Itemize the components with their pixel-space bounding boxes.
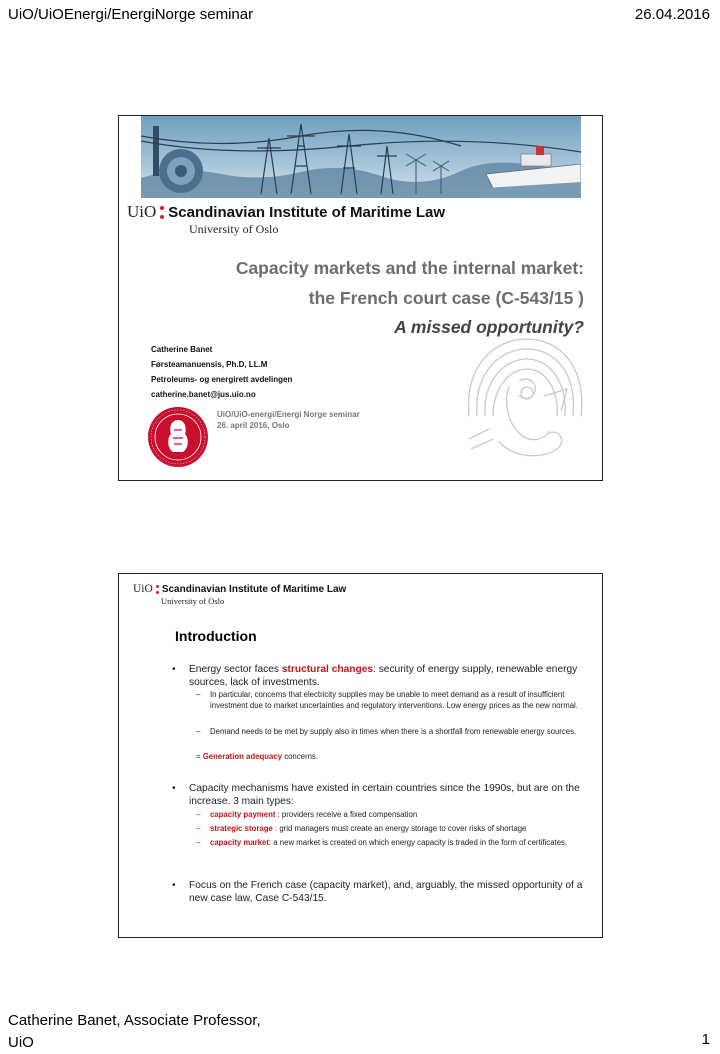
page-number: 1 (701, 1031, 710, 1048)
header-date: 26.04.2016 (634, 6, 710, 23)
sub-bullet-text: : a new market is created on which energy capacity is traded in the form of certificates. (268, 838, 568, 847)
bullet-text: : security of energy supply, renewable energy sources, lack of investments. (189, 664, 578, 688)
institute-logo (127, 202, 445, 222)
sub-bullet-investment-concerns (196, 690, 592, 711)
uio-dots-icon (156, 585, 159, 594)
event-name: UiO/UiO-energi/Energi Norge seminar (217, 410, 360, 419)
sub-bullet-text: : providers receive a fixed compensation (275, 810, 418, 819)
footer-line-2: UiO (8, 1034, 34, 1051)
slide-2 (118, 573, 603, 938)
slide-title-line-1: Capacity markets and the internal market: (235, 258, 584, 278)
dash-icon: – (196, 824, 201, 833)
uio-dots-icon (160, 206, 164, 219)
dash-icon: – (196, 727, 201, 736)
dash-icon: – (196, 838, 201, 847)
sub-bullet-text: concerns. (282, 752, 319, 761)
bullet-text: Focus on the French case (capacity market), and, arguably, the missed opportunity of a new case law, Case C-543/15. (189, 880, 583, 904)
institute-logo-small (133, 582, 346, 596)
author-role: Førsteamanuensis, Ph.D, LL.M (151, 360, 268, 369)
bullet-text: Capacity mechanisms have existed in certain countries since the 1990s, but are on the increase. 3 main types: (189, 783, 580, 807)
slide-title-line-2: the French court case (C-543/15 ) (308, 288, 584, 308)
uio-wordmark: UiO (127, 202, 157, 221)
highlight-text: strategic storage (210, 824, 273, 833)
slide-1 (118, 115, 603, 481)
generation-adequacy-line (196, 752, 578, 763)
bullet-icon: • (172, 880, 176, 891)
sub-bullet-text: = (196, 752, 203, 761)
slide-title: Introduction (175, 628, 257, 644)
author-email: catherine.banet@jus.uio.no (151, 390, 256, 399)
highlight-text: capacity market (210, 838, 269, 847)
sub-bullet-strategic-storage (196, 824, 592, 835)
highlight-text: structural changes (281, 664, 374, 675)
sub-bullet-text: In particular, concerns that electricity supplies may be unable to meet demand as a result of insufficient investment due to market uncertainties and regulatory interventions. Low energy prices as the new normal. (210, 690, 578, 710)
dash-icon: – (196, 810, 201, 819)
footer-author (8, 1010, 261, 1054)
bullet-french-case (172, 879, 589, 905)
maritime-emblem-watermark-icon (449, 321, 599, 471)
sub-bullet-capacity-market (196, 838, 592, 849)
sub-bullet-capacity-payment (196, 810, 592, 821)
university-seal-icon (147, 406, 209, 468)
sub-bullet-demand-supply (196, 727, 592, 738)
highlight-text: capacity payment (210, 810, 276, 819)
bullet-text: Energy sector faces (189, 664, 282, 675)
author-name: Catherine Banet (151, 345, 213, 354)
institute-name: Scandinavian Institute of Maritime Law (161, 583, 347, 595)
event-date: 26. april 2016, Oslo (217, 421, 290, 430)
university-name: University of Oslo (161, 596, 225, 606)
uio-wordmark: UiO (133, 583, 153, 595)
sub-bullet-text: Demand needs to be met by supply also in times when there is a shortfall from renewable energy sources. (210, 727, 577, 736)
sub-bullet-text: : grid managers must create an energy storage to cover risks of shortage (272, 824, 527, 833)
bullet-icon: • (172, 783, 176, 794)
slide-title-line-3: A missed opportunity? (394, 317, 584, 337)
banner-image (141, 116, 581, 198)
bullet-capacity-mechanisms (172, 782, 589, 808)
university-name: University of Oslo (189, 222, 279, 236)
footer-line-1: Catherine Banet, Associate Professor, (8, 1012, 261, 1029)
highlight-text: Generation adequacy (202, 752, 283, 761)
dash-icon: – (196, 690, 201, 699)
author-department: Petroleums- og energirett avdelingen (151, 375, 293, 384)
bullet-icon: • (172, 664, 176, 675)
institute-name: Scandinavian Institute of Maritime Law (168, 203, 445, 221)
header-left: UiO/UiOEnergi/EnergiNorge seminar (8, 6, 254, 23)
bullet-structural-changes (172, 663, 589, 689)
